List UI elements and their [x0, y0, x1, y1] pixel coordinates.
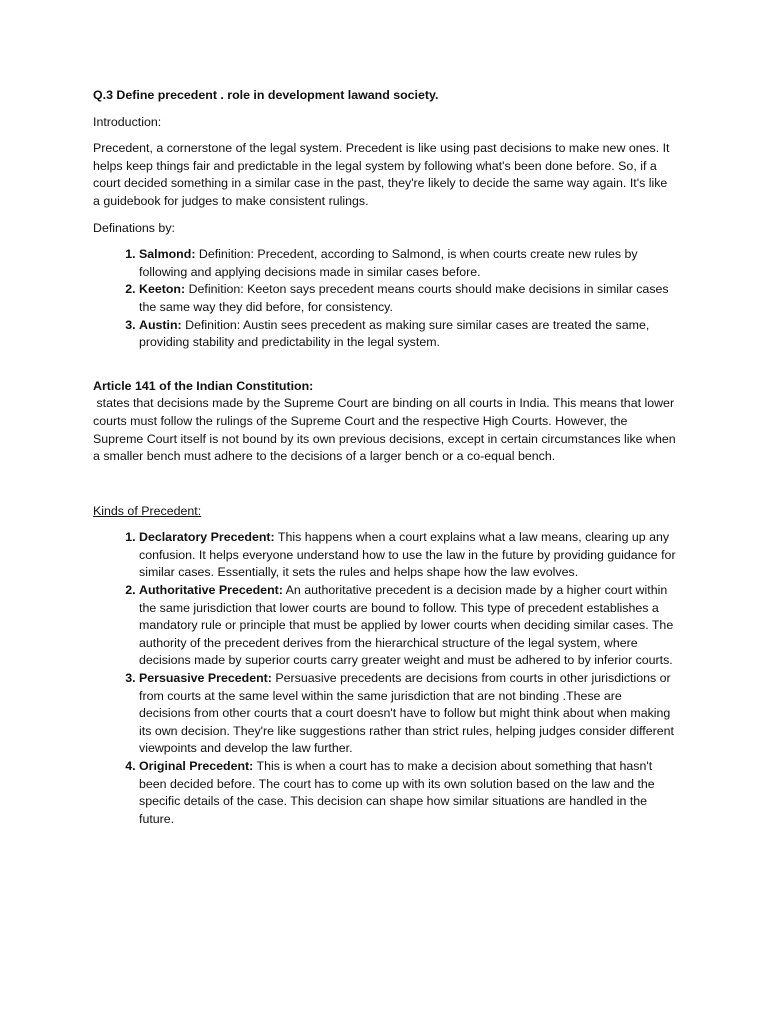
definition-item-salmond: [139, 246, 676, 281]
definition-text: Definition: Precedent, according to Salmond, is when courts create new rules by following and applying decisions made in similar cases before.: [139, 247, 638, 279]
question-heading: Q.3 Define precedent . role in development lawand society.: [93, 88, 439, 102]
kinds-list: [93, 529, 676, 828]
article-text: states that decisions made by the Supreme Court are binding on all courts in India. This means that lower courts must follow the rulings of the Supreme Court and the respective High Courts. However, the Supreme Court itself is not bound by its own previous decisions, except in certain circumstances like when a smaller bench must adhere to the decisions of a larger bench or a co-equal bench.: [93, 396, 680, 464]
kind-item-original: [139, 758, 676, 828]
kind-item-authoritative: [139, 582, 676, 670]
kind-item-persuasive: [139, 670, 676, 758]
introduction-text: Precedent, a cornerstone of the legal system. Precedent is like using past decisions to make new ones. It helps keep things fair and predictable in the legal system by following what's been done before. So, if a court decided something in a similar case in the past, they're likely to decide the same way again. It's like a guidebook for judges to make consistent rulings.: [93, 141, 670, 208]
definitions-label: Definations by:: [93, 220, 175, 235]
definition-term: Austin:: [139, 317, 182, 332]
kinds-heading: Kinds of Precedent:: [93, 503, 202, 518]
kind-text: An authoritative precedent is a decision made by a higher court within the same jurisdiction that lower courts are bound to follow. This type of precedent establishes a mandatory rule or principle that must be applied by lower courts when deciding similar cases. The authority of the precedent derives from the hierarchical structure of the legal system, where decisions made by superior courts carry greater weight and must be adhered to by inferior courts.: [139, 583, 674, 668]
definition-term: Keeton:: [139, 282, 186, 297]
definition-text: Definition: Austin sees precedent as making sure similar cases are treated the same, providing stability and predictability in the legal system.: [139, 317, 650, 350]
kind-term: Persuasive Precedent:: [139, 671, 272, 686]
definition-item-austin: [139, 317, 676, 352]
kind-term: Original Precedent:: [139, 759, 254, 773]
article-heading: Article 141 of the Indian Constitution:: [93, 378, 314, 393]
definitions-list: [93, 246, 676, 352]
kind-term: Authoritative Precedent:: [139, 583, 283, 598]
kind-text: This happens when a court explains what a law means, clearing up any confusion. It helps everyone understand how to use the law in the future by providing guidance for similar cases. Essentially, it sets the rules and helps shape how the law evolves.: [139, 530, 676, 580]
kind-item-declaratory: [139, 529, 676, 582]
kind-text: Persuasive precedents are decisions from courts in other jurisdictions or from courts at the same level within the same jurisdiction that are not binding .These are decisions from other courts that a court doesn't have to follow but might think about when making its own decision. They're like suggestions rather than strict rules, helping judges consider different viewpoints and develop the law further.: [139, 671, 674, 756]
introduction-label: Introduction:: [93, 114, 162, 129]
definition-text: Definition: Keeton says precedent means courts should make decisions in similar cases the same way they did before, for consistency.: [139, 282, 669, 314]
definition-item-keeton: [139, 281, 676, 316]
kind-term: Declaratory Precedent:: [139, 530, 275, 545]
definition-term: Salmond:: [139, 247, 196, 262]
kind-text: This is when a court has to make a decision about something that hasn't been decided before. The court has to come up with its own solution based on the law and the specific details of the case. This decision can shape how similar situations are handled in the future.: [139, 759, 655, 826]
